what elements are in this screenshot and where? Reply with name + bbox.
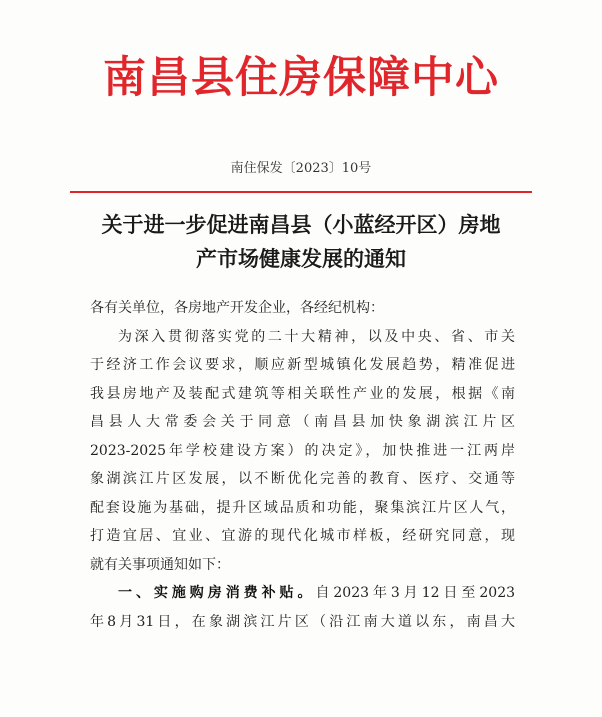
section-1-line-2: 年8月31日，在象湖滨江片区（沿江南大道以东，南昌大 — [90, 613, 515, 630]
document-number: 南住保发〔2023〕10号 — [230, 161, 372, 176]
document-body — [90, 294, 515, 636]
paragraph-1-line-3: 我县房地产及装配式建筑等相关联性产业的发展，根据《南 — [90, 385, 515, 402]
section-1-line-1 — [90, 579, 515, 608]
paragraph-1-line-7: 配套设施为基础，提升区域品质和功能，聚集滨江片区人气， — [90, 499, 515, 516]
organization-header: 南昌县住房保障中心 — [103, 53, 499, 103]
paragraph-1-line-4: 昌县人大常委会关于同意（南昌县加快象湖滨江片区 — [90, 414, 515, 430]
paragraph-1-line-8: 打造宜居、宜业、宜游的现代化城市样板，经研究同意，现 — [90, 528, 515, 544]
section-1-heading: 一、实施购房消费补贴。 — [118, 585, 316, 601]
paragraph-1-line-1: 为深入贯彻落实党的二十大精神，以及中央、省、市关 — [118, 328, 515, 345]
red-divider-line — [70, 191, 532, 193]
document-title-line-2: 产市场健康发展的通知 — [196, 247, 406, 271]
document-title — [60, 208, 542, 276]
paragraph-1-line-5: 2023-2025年学校建设方案）的决定》，加快推进一江两岸 — [90, 442, 515, 459]
paragraph-1-line-6: 象湖滨江片区发展，以不断优化完善的教育、医疗、交通等 — [90, 471, 515, 487]
section-1-text-start: 自2023年3月12日至2023 — [315, 585, 516, 601]
paragraph-1-line-2: 于经济工作会议要求，顺应新型城镇化发展趋势，精准促进 — [90, 357, 515, 373]
salutation: 各有关单位，各房地产开发企业，各经纪机构： — [90, 300, 384, 316]
paragraph-1-line-9: 就有关事项通知如下： — [90, 556, 230, 573]
document-title-line-1: 关于进一步促进南昌县（小蓝经开区）房地 — [101, 213, 501, 237]
